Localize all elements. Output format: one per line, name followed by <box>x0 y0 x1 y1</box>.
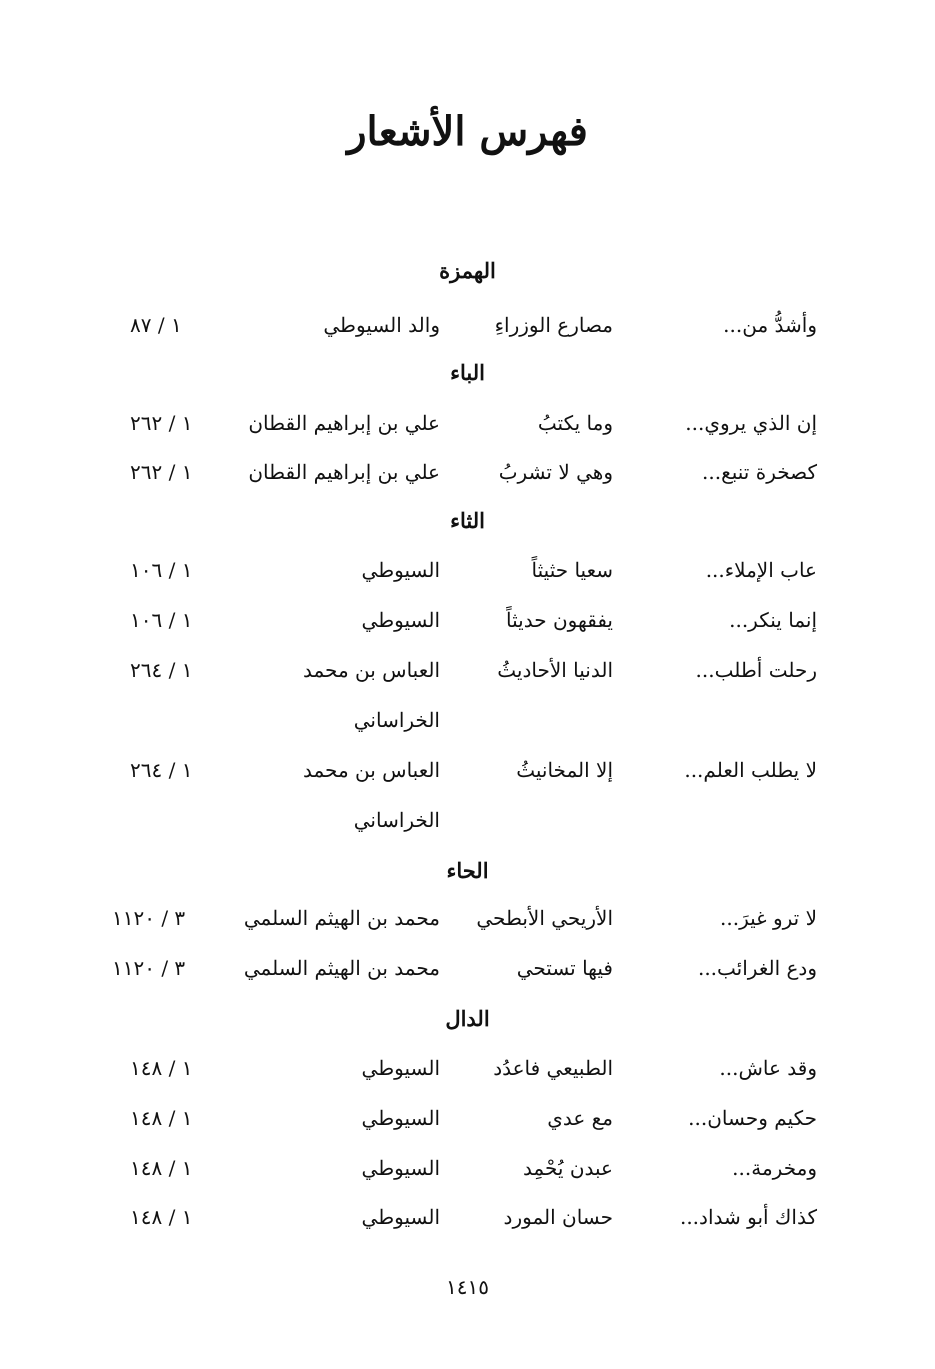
index-entry <box>0 956 935 996</box>
verse-opening: وأشدُّ من... <box>723 313 817 337</box>
poet-name: السيوطي <box>361 1156 440 1180</box>
volume-page-ref: ١ / ٢٦٢ <box>130 411 193 435</box>
page-number: ١٤١٥ <box>446 1275 489 1299</box>
verse-rhyme: مصارع الوزراءِ <box>494 313 613 337</box>
verse-rhyme: إلا المخانيثُ <box>516 758 613 782</box>
poet-name: محمد بن الهيثم السلمي <box>243 956 440 980</box>
volume-page-ref: ١ / ٢٦٢ <box>130 460 193 484</box>
poet-name: العباس بن محمد <box>302 758 440 782</box>
verse-rhyme: مع عدي <box>547 1106 613 1130</box>
verse-rhyme: يفقهون حديثاً <box>506 608 613 632</box>
index-entry <box>0 411 935 451</box>
verse-rhyme: الدنيا الأحاديثُ <box>497 658 613 682</box>
index-entry <box>0 906 935 946</box>
verse-rhyme: فيها تستحي <box>516 956 613 980</box>
verse-opening: عاب الإملاء... <box>705 558 817 582</box>
verse-opening: إنما ينكر... <box>729 608 817 632</box>
poet-name: العباس بن محمد <box>302 658 440 682</box>
volume-page-ref: ١ / ٨٧ <box>130 313 182 337</box>
verse-opening: كذاك أبو شداد... <box>679 1205 817 1229</box>
volume-page-ref: ١ / ١٤٨ <box>130 1106 193 1130</box>
verse-rhyme: حسان المورد <box>503 1205 613 1229</box>
verse-opening: رحلت أطلب... <box>695 658 817 682</box>
volume-page-ref: ١ / ١٤٨ <box>130 1056 193 1080</box>
poet-name: السيوطي <box>361 1056 440 1080</box>
volume-page-ref: ١ / ١٤٨ <box>130 1205 193 1229</box>
index-entry <box>0 1056 935 1096</box>
section-heading-ba: الباء <box>450 360 485 385</box>
verse-opening: لا يطلب العلم... <box>684 758 817 782</box>
volume-page-ref: ١ / ٢٦٤ <box>130 758 193 782</box>
poet-name: علي بن إبراهيم القطان <box>248 460 440 484</box>
verse-opening: لا ترو غيرَ... <box>720 906 817 930</box>
index-entry <box>0 1156 935 1196</box>
verse-rhyme: وما يكتبُ <box>537 411 613 435</box>
poet-name: السيوطي <box>361 1106 440 1130</box>
verse-opening: ودع الغرائب... <box>697 956 817 980</box>
poet-name: السيوطي <box>361 1205 440 1229</box>
section-heading-ha: الحاء <box>446 858 489 883</box>
verse-opening: إن الذي يروي... <box>685 411 817 435</box>
verse-opening: ومخرمة... <box>732 1156 817 1180</box>
volume-page-ref: ١ / ٢٦٤ <box>130 658 193 682</box>
index-entry <box>0 1106 935 1146</box>
verse-rhyme: الطبيعي فاعدُد <box>493 1056 613 1080</box>
volume-page-ref: ٣ / ١١٢٠ <box>112 906 186 930</box>
index-entry <box>0 758 935 798</box>
verse-opening: وقد عاش... <box>719 1056 817 1080</box>
poet-name: علي بن إبراهيم القطان <box>248 411 440 435</box>
volume-page-ref: ٣ / ١١٢٠ <box>112 956 186 980</box>
verse-rhyme: وهي لا تشربُ <box>498 460 613 484</box>
index-entry <box>0 658 935 698</box>
section-heading-dal: الدال <box>445 1006 490 1031</box>
index-entry <box>0 558 935 598</box>
page-title: فهرس الأشعار <box>347 108 588 155</box>
index-entry <box>0 313 935 353</box>
index-entry <box>0 608 935 648</box>
poet-name-continuation: الخراساني <box>353 808 440 832</box>
volume-page-ref: ١ / ١٠٦ <box>130 558 193 582</box>
verse-rhyme: سعيا حثيثاً <box>531 558 613 582</box>
volume-page-ref: ١ / ١٠٦ <box>130 608 193 632</box>
poet-name-continuation: الخراساني <box>353 708 440 732</box>
verse-rhyme: الأريحي الأبطحي <box>476 906 613 930</box>
poet-name: السيوطي <box>361 608 440 632</box>
section-heading-tha: الثاء <box>450 508 485 533</box>
poet-name: محمد بن الهيثم السلمي <box>243 906 440 930</box>
volume-page-ref: ١ / ١٤٨ <box>130 1156 193 1180</box>
poet-name: السيوطي <box>361 558 440 582</box>
poet-name: والد السيوطي <box>323 313 440 337</box>
section-heading-hamza: الهمزة <box>439 258 496 283</box>
verse-rhyme: عبدن يُحْمِد <box>522 1156 613 1180</box>
verse-opening: حكيم وحسان... <box>688 1106 817 1130</box>
index-entry <box>0 1205 935 1245</box>
index-entry <box>0 460 935 500</box>
verse-opening: كصخرة تنبع... <box>702 460 817 484</box>
